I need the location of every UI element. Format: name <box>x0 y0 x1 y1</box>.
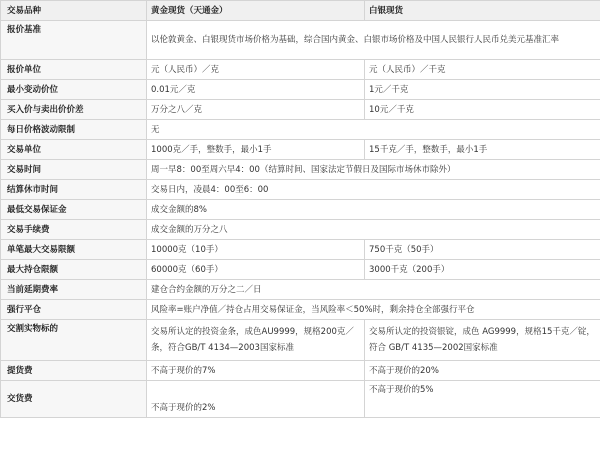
table-row <box>1 160 600 180</box>
silver-cell: 10元／千克 <box>365 100 600 120</box>
table-row <box>1 60 600 80</box>
header-gold: 黄金现货（天通金） <box>147 1 365 21</box>
row-label: 最低交易保证金 <box>1 200 147 220</box>
table-row <box>1 200 600 220</box>
header-variety: 交易品种 <box>1 1 147 21</box>
silver-cell: 1元／千克 <box>365 80 600 100</box>
table-row <box>1 240 600 260</box>
row-label: 报价单位 <box>1 60 147 80</box>
row-label: 强行平仓 <box>1 300 147 320</box>
row-label: 最小变动价位 <box>1 80 147 100</box>
table-row <box>1 80 600 100</box>
gold-cell: 10000克（10手） <box>147 240 365 260</box>
table-row <box>1 140 600 160</box>
row-label: 交割实物标的 <box>1 320 147 361</box>
silver-cell: 交易所认定的投资银锭，成色 AG9999，规格15千克／锭，符合 GB/T 4135—2002国家标准 <box>365 320 600 361</box>
merged-cell: 建仓合约金额的万分之二／日 <box>147 280 600 300</box>
table-row <box>1 120 600 140</box>
merged-cell: 以伦敦黄金、白银现货市场价格为基础，综合国内黄金、白银市场价格及中国人民银行人民币兑美元基准汇率 <box>147 21 600 60</box>
header-silver: 白银现货 <box>365 1 600 21</box>
row-label: 交易手续费 <box>1 220 147 240</box>
table-row <box>1 100 600 120</box>
merged-cell: 周一早8：00至周六早4：00（结算时间、国家法定节假日及国际市场休市除外） <box>147 160 600 180</box>
gold-cell: 60000克（60手） <box>147 260 365 280</box>
row-label: 买入价与卖出价价差 <box>1 100 147 120</box>
merged-cell: 交易日内，凌晨4：00至6：00 <box>147 180 600 200</box>
row-label: 每日价格波动限制 <box>1 120 147 140</box>
row-label: 报价基准 <box>1 21 147 60</box>
gold-cell: 元（人民币）／克 <box>147 60 365 80</box>
table-row <box>1 260 600 280</box>
merged-cell: 成交金额的8% <box>147 200 600 220</box>
table-row <box>1 320 600 361</box>
gold-cell: 不高于现价的2% <box>147 381 365 418</box>
row-label: 最大持仓限额 <box>1 260 147 280</box>
silver-cell: 不高于现价的5% <box>365 381 600 418</box>
row-label: 结算休市时间 <box>1 180 147 200</box>
table-row <box>1 381 600 418</box>
merged-cell: 成交金额的万分之八 <box>147 220 600 240</box>
row-label: 提货费 <box>1 361 147 381</box>
row-label: 交易单位 <box>1 140 147 160</box>
table-row <box>1 361 600 381</box>
gold-cell: 交易所认定的投资金条，成色AU9999，规格200克／条，符合GB/T 4134—2003国家标准 <box>147 320 365 361</box>
table-row <box>1 220 600 240</box>
silver-cell: 不高于现价的20% <box>365 361 600 381</box>
merged-cell: 无 <box>147 120 600 140</box>
header-row <box>1 1 600 21</box>
row-label: 单笔最大交易限额 <box>1 240 147 260</box>
gold-cell: 万分之八／克 <box>147 100 365 120</box>
gold-cell: 0.01元／克 <box>147 80 365 100</box>
silver-cell: 元（人民币）／千克 <box>365 60 600 80</box>
gold-cell: 不高于现价的7% <box>147 361 365 381</box>
table-row <box>1 280 600 300</box>
row-label: 当前延期费率 <box>1 280 147 300</box>
row-label: 交货费 <box>1 381 147 418</box>
row-label: 交易时间 <box>1 160 147 180</box>
table-row <box>1 21 600 60</box>
merged-cell: 风险率=账户净值／持仓占用交易保证金，当风险率＜50%时，剩余持仓全部强行平仓 <box>147 300 600 320</box>
gold-cell: 1000克／手，整数手，最小1手 <box>147 140 365 160</box>
silver-cell: 750千克（50手） <box>365 240 600 260</box>
silver-cell: 15千克／手，整数手，最小1手 <box>365 140 600 160</box>
table-row <box>1 300 600 320</box>
silver-cell: 3000千克（200手） <box>365 260 600 280</box>
table-row <box>1 180 600 200</box>
